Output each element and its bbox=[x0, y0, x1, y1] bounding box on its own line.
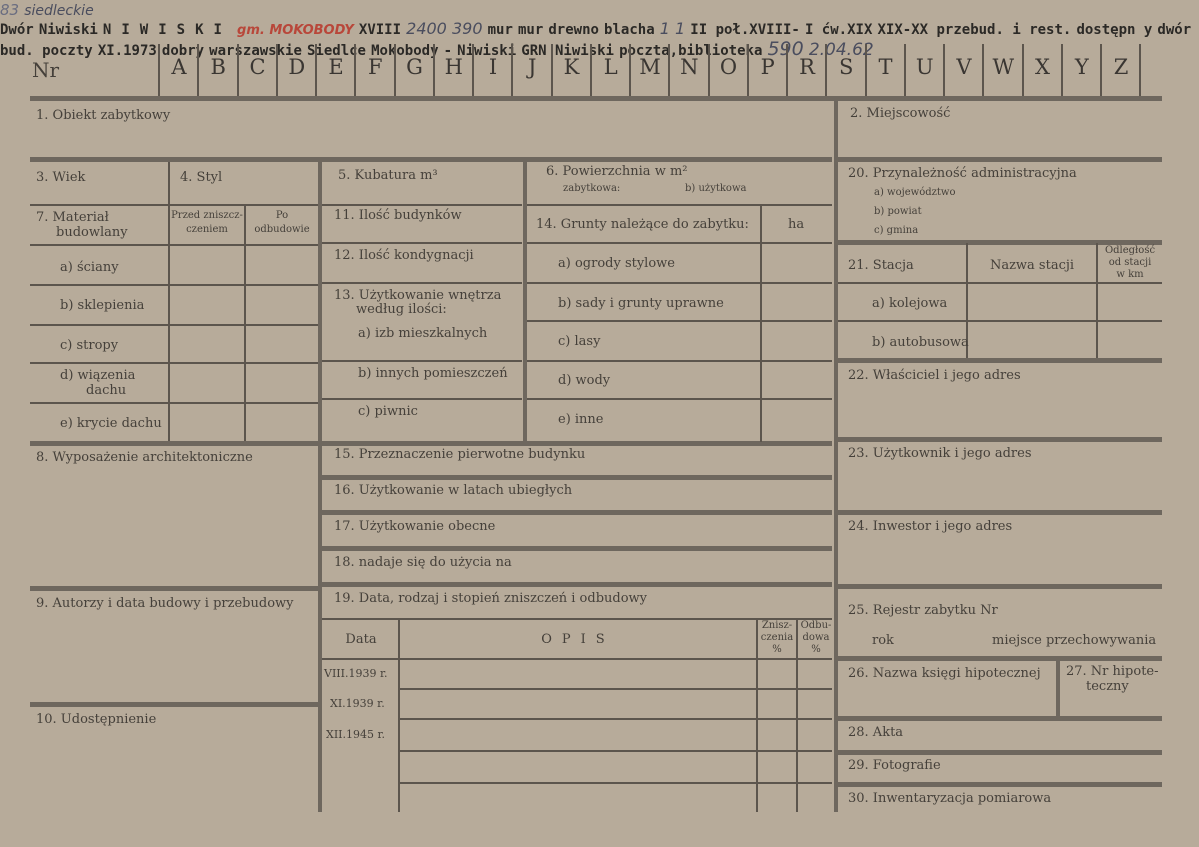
rule-21a bbox=[838, 320, 1162, 322]
index-separator bbox=[472, 44, 474, 96]
index-separator bbox=[668, 44, 670, 96]
rule-14b bbox=[527, 320, 832, 322]
field-7-row-a-label: a) ściany bbox=[60, 260, 119, 275]
field-7-label-2: budowlany bbox=[56, 225, 128, 240]
rule-row-1 bbox=[30, 157, 832, 162]
field-19-row-4-desc: dobry bbox=[161, 43, 205, 59]
field-2-value: NIWISKI bbox=[102, 22, 232, 38]
index-letter-r: R bbox=[799, 55, 815, 79]
index-letter-y: Y bbox=[1074, 55, 1089, 79]
field-1-value-b: Niwiski bbox=[38, 22, 98, 38]
rule-19b bbox=[398, 718, 832, 720]
index-separator bbox=[1022, 44, 1024, 96]
rule-7a bbox=[30, 284, 318, 286]
index-letter-c: C bbox=[249, 55, 266, 79]
field-25-value: 590 bbox=[767, 38, 804, 60]
rule-13b bbox=[322, 360, 522, 362]
index-letter-h: H bbox=[444, 55, 463, 79]
index-letter-v: V bbox=[956, 55, 972, 79]
field-10-label: 10. Udostępnienie bbox=[36, 712, 157, 727]
index-letter-w: W bbox=[992, 55, 1015, 79]
field-22-value: GRN Niwiski bbox=[521, 43, 614, 59]
field-9-label: 9. Autorzy i data budowy i przebudowy bbox=[36, 596, 294, 611]
field-7-row-d-value: drewno bbox=[548, 22, 599, 38]
index-separator bbox=[747, 44, 749, 96]
rule-16 bbox=[322, 510, 832, 515]
field-13-label-2: według ilości: bbox=[356, 302, 447, 317]
index-separator bbox=[943, 44, 945, 96]
field-9-line-1: II poł.XVIII- bbox=[690, 22, 800, 38]
field-25-rok-value: 2.04.62 bbox=[808, 40, 874, 60]
field-30-label: 30. Inwentaryzacja pomiarowa bbox=[848, 791, 1052, 806]
field-1-label: 1. Obiekt zabytkowy bbox=[36, 108, 171, 123]
field-19-col-zn-3: % bbox=[772, 644, 782, 655]
region-note: siedleckie bbox=[24, 3, 94, 19]
index-separator bbox=[982, 44, 984, 96]
rule-12 bbox=[322, 242, 522, 244]
index-separator bbox=[865, 44, 867, 96]
field-14-row-d: d) wody bbox=[558, 373, 611, 388]
field-28-label: 28. Akta bbox=[848, 725, 904, 740]
field-6-sub-a: zabytkowa: bbox=[563, 183, 621, 194]
field-20-row-a-value: warszawskie bbox=[209, 43, 302, 59]
left-divider-bottom bbox=[318, 446, 322, 812]
field-7-row-c-value: mur bbox=[517, 22, 544, 38]
index-letter-p: P bbox=[760, 55, 775, 79]
field-7-row-a-value: mur bbox=[487, 22, 513, 38]
field-19-col-od-3: % bbox=[811, 644, 821, 655]
index-separator bbox=[1139, 44, 1141, 96]
rule-21 bbox=[838, 358, 1162, 363]
field-17-label: 17. Użytkowanie obecne bbox=[334, 519, 496, 534]
field-19-col-zn-2: czenia bbox=[760, 632, 794, 643]
index-letter-m: M bbox=[639, 55, 661, 79]
index-letter-g: G bbox=[406, 55, 423, 79]
corner-mark: 83 bbox=[0, 1, 20, 19]
field-21-col-dist-1: Odległość bbox=[1104, 245, 1156, 256]
rule-19d bbox=[398, 782, 832, 784]
field-6-value: 390 bbox=[451, 19, 483, 38]
index-separator bbox=[158, 44, 160, 96]
index-separator bbox=[629, 44, 631, 96]
index-separator bbox=[1100, 44, 1102, 96]
field-7-col-a-1: Przed zniszcz- bbox=[171, 210, 243, 221]
field-2-note: gm. MOKOBODY bbox=[237, 23, 354, 38]
rule-middle bbox=[30, 441, 832, 446]
field-19-col-data: Data bbox=[345, 632, 377, 647]
rule-row-1r bbox=[838, 157, 1162, 162]
field-24-label: 24. Inwestor i jego adres bbox=[848, 519, 1013, 534]
field-21-col-dist-3: w km bbox=[1116, 269, 1144, 280]
rule-19c bbox=[398, 750, 832, 752]
rule-23 bbox=[838, 510, 1162, 515]
field-9-line-3: XIX-XX przebud. i rest. bbox=[877, 22, 1072, 38]
rule-14 bbox=[527, 204, 832, 206]
index-separator bbox=[1061, 44, 1063, 96]
field-14-label: 14. Grunty należące do zabytku: bbox=[536, 217, 749, 232]
field-19-col-od-2: dowa bbox=[802, 632, 830, 643]
rule-13 bbox=[322, 282, 522, 284]
field-15-value: dwór bbox=[1157, 22, 1192, 38]
index-letter-k: K bbox=[563, 55, 580, 79]
field-2-label: 2. Miejscowość bbox=[850, 106, 951, 121]
index-letter-e: E bbox=[328, 55, 344, 79]
index-separator bbox=[825, 44, 827, 96]
field-14-row-b: b) sady i grunty uprawne bbox=[558, 296, 724, 311]
field-18-label: 18. nadaje się do użycia na bbox=[334, 555, 512, 570]
col19-divider-a bbox=[398, 619, 400, 812]
rule-25 bbox=[838, 656, 1162, 661]
rule-11 bbox=[322, 204, 522, 206]
index-letter-x: X bbox=[1035, 55, 1050, 79]
index-letter-j: J bbox=[528, 55, 537, 79]
index-separator bbox=[197, 44, 199, 96]
field-20-row-b-label: b) powiat bbox=[874, 206, 922, 217]
field-7-row-c-label: c) stropy bbox=[60, 338, 119, 353]
rule-15 bbox=[322, 475, 832, 480]
index-separator bbox=[276, 44, 278, 96]
field-7-col-a-2: czeniem bbox=[186, 224, 228, 235]
field-16-label: 16. Użytkowanie w latach ubiegłych bbox=[334, 483, 573, 498]
field-21-row-a-value: - bbox=[443, 43, 453, 59]
rule-9 bbox=[30, 702, 318, 707]
rule-7 bbox=[30, 204, 318, 206]
field-21-col-dist-2: od stacji bbox=[1108, 257, 1152, 268]
field-13-row-b: b) innych pomieszczeń bbox=[358, 366, 508, 381]
field-3-label: 3. Wiek bbox=[36, 170, 86, 185]
index-separator bbox=[433, 44, 435, 96]
rule-14a bbox=[527, 282, 832, 284]
field-20-row-a-label: a) województwo bbox=[874, 187, 956, 198]
rule-13c bbox=[322, 398, 522, 400]
rule-17 bbox=[322, 546, 832, 551]
field-8-label: 8. Wyposażenie architektoniczne bbox=[36, 450, 253, 465]
index-separator bbox=[237, 44, 239, 96]
index-letter-b: B bbox=[210, 55, 226, 79]
rule-26 bbox=[838, 716, 1162, 721]
rule-14h bbox=[527, 242, 832, 244]
field-14-unit: ha bbox=[788, 217, 805, 232]
rule-24 bbox=[838, 584, 1162, 589]
index-separator bbox=[708, 44, 710, 96]
field-19-row-2-date: XI.1939 r. bbox=[330, 697, 385, 710]
index-letter-f: F bbox=[367, 55, 383, 79]
field-21-row-b-value: Niwiski bbox=[457, 43, 517, 59]
field-7-col-b-2: odbudowie bbox=[254, 224, 310, 235]
field-13-label-1: 13. Użytkowanie wnętrza bbox=[334, 288, 502, 303]
field-19-col-zn-1: Znisz- bbox=[761, 620, 793, 631]
rule-29 bbox=[838, 782, 1162, 787]
field-11-label: 11. Ilość budynków bbox=[334, 208, 462, 223]
field-14-row-e: e) inne bbox=[558, 412, 604, 427]
field-7-row-d-label: d) wiązenia bbox=[60, 368, 136, 383]
index-separator bbox=[904, 44, 906, 96]
index-letter-i: I bbox=[488, 55, 498, 79]
rule-28 bbox=[838, 750, 1162, 755]
index-separator bbox=[551, 44, 553, 96]
field-15-label: 15. Przeznaczenie pierwotne budynku bbox=[334, 447, 586, 462]
field-1-value-a: Dwór bbox=[0, 22, 34, 38]
rule-21h bbox=[838, 282, 1162, 284]
field-25-label: 25. Rejestr zabytku Nr bbox=[848, 603, 998, 618]
field-22-label: 22. Właściciel i jego adres bbox=[848, 368, 1021, 383]
index-letter-s: S bbox=[839, 55, 854, 79]
index-separator bbox=[315, 44, 317, 96]
field-19-row-4-date: XI.1973 bbox=[97, 43, 157, 59]
field-19-row-1-date: VIII.1939 r. bbox=[324, 667, 388, 680]
field-6-label: 6. Powierzchnia w m² bbox=[546, 164, 688, 179]
field-12-label: 12. Ilość kondygnacji bbox=[334, 248, 474, 263]
field-13-row-a: a) izb mieszkalnych bbox=[358, 326, 488, 341]
field-7-col-b-1: Po bbox=[275, 210, 289, 221]
field-19-row-3-date: XII.1945 r. bbox=[326, 728, 386, 741]
index-separator bbox=[786, 44, 788, 96]
index-letter-l: L bbox=[603, 55, 618, 79]
field-29-label: 29. Fotografie bbox=[848, 758, 941, 773]
field-23-value: poczta,biblioteka bbox=[619, 43, 763, 59]
index-separator bbox=[590, 44, 592, 96]
col14-divider bbox=[760, 205, 762, 442]
field-23-label: 23. Użytkownik i jego adres bbox=[848, 446, 1032, 461]
field-21-label: 21. Stacja bbox=[848, 258, 914, 273]
field-12-value: 1 bbox=[675, 19, 686, 38]
rule-22 bbox=[838, 437, 1162, 442]
header-rule bbox=[30, 96, 1162, 101]
field-20-row-b-value: Siedlce bbox=[306, 43, 366, 59]
col26-divider bbox=[1056, 660, 1060, 716]
rule-7c bbox=[30, 362, 318, 364]
field-19-label: 19. Data, rodzaj i stopień zniszczeń i odbudowy bbox=[334, 591, 648, 606]
nr-label: Nr bbox=[32, 58, 60, 82]
index-letter-d: D bbox=[288, 55, 306, 79]
field-19-col-opis: OPIS bbox=[541, 632, 615, 647]
field-27-label-1: 27. Nr hipote- bbox=[1066, 664, 1159, 679]
field-21-row-a-label: a) kolejowa bbox=[872, 296, 948, 311]
field-4-label: 4. Styl bbox=[180, 170, 223, 185]
rule-8 bbox=[30, 586, 318, 591]
index-letter-o: O bbox=[719, 55, 738, 79]
field-19-col-od-1: Odbu- bbox=[800, 620, 832, 631]
field-21-row-b-label: b) autobusowa bbox=[872, 335, 969, 350]
field-7-row-d-label-2: dachu bbox=[86, 383, 127, 398]
field-11-value: 1 bbox=[659, 19, 670, 38]
field-26-label: 26. Nazwa księgi hipotecznej bbox=[848, 666, 1041, 681]
right-column-divider bbox=[834, 100, 838, 812]
field-7-row-b-label: b) sklepienia bbox=[60, 298, 145, 313]
rule-19a bbox=[398, 688, 832, 690]
rule-7d bbox=[30, 402, 318, 404]
field-7-row-e-value: blacha bbox=[604, 22, 655, 38]
rule-7h bbox=[30, 244, 318, 246]
index-separator bbox=[394, 44, 396, 96]
field-17-value: bud. poczty bbox=[0, 43, 93, 59]
field-7-label-1: 7. Materiał bbox=[36, 210, 109, 225]
rule-14c bbox=[527, 360, 832, 362]
field-9-line-2: I ćw.XIX bbox=[804, 22, 873, 38]
field-6-sub-b: b) użytkowa bbox=[685, 183, 747, 194]
field-25-place-label: miejsce przechowywania bbox=[992, 633, 1157, 648]
index-letter-t: T bbox=[878, 55, 893, 79]
rule-18 bbox=[322, 582, 832, 587]
index-separator bbox=[354, 44, 356, 96]
field-5-label: 5. Kubatura m³ bbox=[338, 168, 438, 183]
field-3-value: XVIII bbox=[358, 22, 402, 38]
index-separator bbox=[511, 44, 513, 96]
field-21-col-name: Nazwa stacji bbox=[989, 258, 1075, 273]
index-letter-u: U bbox=[915, 55, 934, 79]
index-letter-z: Z bbox=[1113, 55, 1129, 79]
field-7-row-e-label: e) krycie dachu bbox=[60, 416, 162, 431]
field-5-value: 2400 bbox=[406, 19, 447, 38]
rule-7b bbox=[30, 324, 318, 326]
index-letter-n: N bbox=[680, 55, 699, 79]
field-20-label: 20. Przynależność administracyjna bbox=[848, 166, 1077, 181]
index-letter-a: A bbox=[171, 55, 187, 79]
field-20-row-c-value: Mokobody bbox=[371, 43, 439, 59]
field-10-value: dostępn y bbox=[1076, 22, 1153, 38]
field-25-rok-label: rok bbox=[872, 633, 894, 648]
field-27-label-2: teczny bbox=[1086, 679, 1129, 694]
field-13-row-c: c) piwnic bbox=[358, 404, 418, 419]
field-14-row-c: c) lasy bbox=[558, 334, 601, 349]
field-20-row-c-label: c) gmina bbox=[874, 225, 919, 236]
rule-14d bbox=[527, 398, 832, 400]
field-14-row-a: a) ogrody stylowe bbox=[558, 256, 675, 271]
